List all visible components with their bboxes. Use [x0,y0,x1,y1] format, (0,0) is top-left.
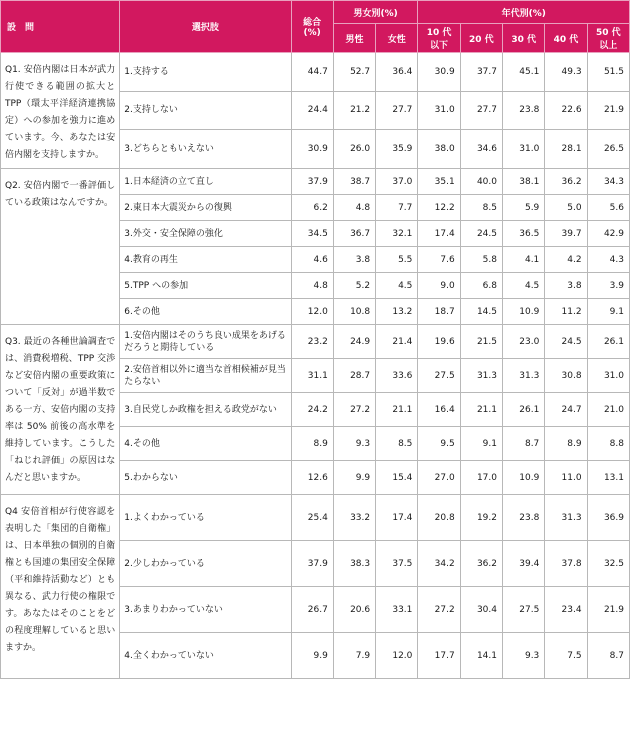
value-cell: 24.9 [333,325,375,359]
value-cell: 31.0 [503,130,545,169]
value-cell: 4.8 [291,273,333,299]
value-cell: 19.6 [418,325,460,359]
value-cell: 4.3 [587,247,629,273]
value-cell: 23.8 [503,91,545,130]
value-cell: 24.4 [291,91,333,130]
value-cell: 4.5 [503,273,545,299]
value-cell: 21.9 [587,587,629,633]
value-cell: 31.3 [503,359,545,393]
value-cell: 38.3 [333,541,375,587]
value-cell: 9.1 [587,299,629,325]
header-total: 総合 (%) [291,1,333,53]
value-cell: 30.4 [460,587,502,633]
value-cell: 37.9 [291,169,333,195]
value-cell: 27.5 [503,587,545,633]
value-cell: 36.5 [503,221,545,247]
header-age-30: 30 代 [503,24,545,53]
value-cell: 21.1 [460,393,502,427]
value-cell: 9.3 [333,427,375,461]
value-cell: 4.2 [545,247,587,273]
value-cell: 32.1 [376,221,418,247]
value-cell: 30.8 [545,359,587,393]
value-cell: 27.2 [333,393,375,427]
value-cell: 49.3 [545,53,587,92]
value-cell: 3.8 [333,247,375,273]
value-cell: 21.9 [587,91,629,130]
value-cell: 13.2 [376,299,418,325]
value-cell: 8.9 [545,427,587,461]
value-cell: 3.8 [545,273,587,299]
value-cell: 14.1 [460,633,502,679]
value-cell: 34.2 [418,541,460,587]
value-cell: 24.5 [460,221,502,247]
table-header [1,1,630,53]
value-cell: 45.1 [503,53,545,92]
value-cell: 23.0 [503,325,545,359]
value-cell: 21.2 [333,91,375,130]
value-cell: 7.6 [418,247,460,273]
value-cell: 9.9 [291,633,333,679]
value-cell: 39.4 [503,541,545,587]
value-cell: 21.0 [587,393,629,427]
value-cell: 19.2 [460,495,502,541]
value-cell: 26.0 [333,130,375,169]
value-cell: 27.7 [460,91,502,130]
value-cell: 31.0 [418,91,460,130]
value-cell: 9.5 [418,427,460,461]
table-body [1,53,630,679]
value-cell: 37.5 [376,541,418,587]
value-cell: 38.7 [333,169,375,195]
value-cell: 9.1 [460,427,502,461]
question-text: Q2. 安倍内閣で一番評価している政策はなんですか。 [1,169,120,325]
option-label: 1.支持する [120,53,291,92]
value-cell: 23.2 [291,325,333,359]
value-cell: 5.8 [460,247,502,273]
value-cell: 4.6 [291,247,333,273]
value-cell: 36.4 [376,53,418,92]
header-age-50: 50 代 以上 [587,24,629,53]
value-cell: 8.5 [376,427,418,461]
value-cell: 5.2 [333,273,375,299]
value-cell: 12.0 [291,299,333,325]
value-cell: 32.5 [587,541,629,587]
value-cell: 30.9 [291,130,333,169]
value-cell: 36.2 [545,169,587,195]
value-cell: 33.2 [333,495,375,541]
value-cell: 33.6 [376,359,418,393]
value-cell: 38.1 [503,169,545,195]
value-cell: 40.0 [460,169,502,195]
value-cell: 11.2 [545,299,587,325]
value-cell: 51.5 [587,53,629,92]
option-label: 2.少しわかっている [120,541,291,587]
value-cell: 24.7 [545,393,587,427]
value-cell: 38.0 [418,130,460,169]
value-cell: 34.3 [587,169,629,195]
value-cell: 3.9 [587,273,629,299]
value-cell: 20.8 [418,495,460,541]
value-cell: 21.1 [376,393,418,427]
value-cell: 34.6 [460,130,502,169]
value-cell: 5.9 [503,195,545,221]
value-cell: 31.1 [291,359,333,393]
option-label: 4.教育の再生 [120,247,291,273]
value-cell: 27.2 [418,587,460,633]
value-cell: 12.2 [418,195,460,221]
value-cell: 8.5 [460,195,502,221]
value-cell: 13.1 [587,461,629,495]
value-cell: 24.2 [291,393,333,427]
value-cell: 11.0 [545,461,587,495]
option-label: 4.その他 [120,427,291,461]
value-cell: 37.7 [460,53,502,92]
value-cell: 6.2 [291,195,333,221]
value-cell: 35.1 [418,169,460,195]
value-cell: 5.5 [376,247,418,273]
value-cell: 37.8 [545,541,587,587]
question-text: Q3. 最近の各種世論調査では、消費税増税、TPP 交渉など安倍内閣の重要政策について「反対」が過半数である一方、安倍内閣の支持率は 50% 前後の高水準を維持しています。こうした「ねじれ評価」の原因はなんだと思いますか。 [1,325,120,495]
value-cell: 36.2 [460,541,502,587]
value-cell: 26.5 [587,130,629,169]
option-label: 2.安倍首相以外に適当な首相候補が見当たらない [120,359,291,393]
value-cell: 8.7 [503,427,545,461]
value-cell: 27.7 [376,91,418,130]
value-cell: 35.9 [376,130,418,169]
value-cell: 37.0 [376,169,418,195]
option-label: 3.自民党しか政権を担える政党がない [120,393,291,427]
question-text: Q1. 安倍内閣は日本が武力行使できる範囲の拡大と TPP（環太平洋経済連携協定）への参加を強力に進めています。今、あなたは安倍内閣を支持しますか。 [1,53,120,169]
value-cell: 12.0 [376,633,418,679]
option-label: 6.その他 [120,299,291,325]
value-cell: 5.0 [545,195,587,221]
option-label: 3.あまりわかっていない [120,587,291,633]
value-cell: 10.9 [503,461,545,495]
value-cell: 18.7 [418,299,460,325]
value-cell: 30.9 [418,53,460,92]
value-cell: 9.9 [333,461,375,495]
value-cell: 52.7 [333,53,375,92]
value-cell: 23.8 [503,495,545,541]
header-question: 設 問 [1,1,120,53]
option-label: 2.東日本大震災からの復興 [120,195,291,221]
value-cell: 31.3 [545,495,587,541]
option-label: 1.よくわかっている [120,495,291,541]
value-cell: 8.9 [291,427,333,461]
value-cell: 27.5 [418,359,460,393]
header-age-20: 20 代 [460,24,502,53]
value-cell: 24.5 [545,325,587,359]
value-cell: 28.1 [545,130,587,169]
value-cell: 16.4 [418,393,460,427]
value-cell: 31.3 [460,359,502,393]
value-cell: 17.7 [418,633,460,679]
header-age-40: 40 代 [545,24,587,53]
table-row [1,325,630,359]
value-cell: 7.7 [376,195,418,221]
option-label: 1.安倍内閣はそのうち良い成果をあげるだろうと期待している [120,325,291,359]
value-cell: 22.6 [545,91,587,130]
value-cell: 34.5 [291,221,333,247]
option-label: 2.支持しない [120,91,291,130]
value-cell: 42.9 [587,221,629,247]
value-cell: 31.0 [587,359,629,393]
option-label: 4.全くわかっていない [120,633,291,679]
value-cell: 21.5 [460,325,502,359]
value-cell: 10.9 [503,299,545,325]
value-cell: 25.4 [291,495,333,541]
value-cell: 7.9 [333,633,375,679]
value-cell: 14.5 [460,299,502,325]
value-cell: 17.4 [376,495,418,541]
value-cell: 28.7 [333,359,375,393]
header-age-group: 年代別(%) [418,1,630,24]
header-age-10: 10 代 以下 [418,24,460,53]
option-label: 5.TPP への参加 [120,273,291,299]
value-cell: 9.0 [418,273,460,299]
value-cell: 39.7 [545,221,587,247]
value-cell: 5.6 [587,195,629,221]
value-cell: 7.5 [545,633,587,679]
value-cell: 4.8 [333,195,375,221]
value-cell: 37.9 [291,541,333,587]
value-cell: 33.1 [376,587,418,633]
header-female: 女性 [376,24,418,53]
option-label: 1.日本経済の立て直し [120,169,291,195]
table-row [1,53,630,92]
option-label: 3.外交・安全保障の強化 [120,221,291,247]
value-cell: 4.1 [503,247,545,273]
value-cell: 20.6 [333,587,375,633]
value-cell: 26.1 [587,325,629,359]
value-cell: 44.7 [291,53,333,92]
value-cell: 6.8 [460,273,502,299]
value-cell: 15.4 [376,461,418,495]
table-row [1,495,630,541]
value-cell: 21.4 [376,325,418,359]
option-label: 5.わからない [120,461,291,495]
header-gender-group: 男女別(%) [333,1,418,24]
option-label: 3.どちらともいえない [120,130,291,169]
value-cell: 17.0 [460,461,502,495]
table-row [1,169,630,195]
value-cell: 36.7 [333,221,375,247]
value-cell: 17.4 [418,221,460,247]
question-text: Q4 安倍首相が行使容認を表明した「集団的自衛権」は、日本単独の個別的自衛権とも国連の集団安全保障（平和維持活動など）とも異なる、武力行使の権限です。あなたはそのことをどの程度理解していると思いますか。 [1,495,120,679]
value-cell: 10.8 [333,299,375,325]
value-cell: 8.8 [587,427,629,461]
header-male: 男性 [333,24,375,53]
value-cell: 9.3 [503,633,545,679]
value-cell: 26.7 [291,587,333,633]
value-cell: 23.4 [545,587,587,633]
value-cell: 8.7 [587,633,629,679]
value-cell: 27.0 [418,461,460,495]
value-cell: 12.6 [291,461,333,495]
header-options: 選択肢 [120,1,291,53]
value-cell: 26.1 [503,393,545,427]
value-cell: 36.9 [587,495,629,541]
value-cell: 4.5 [376,273,418,299]
